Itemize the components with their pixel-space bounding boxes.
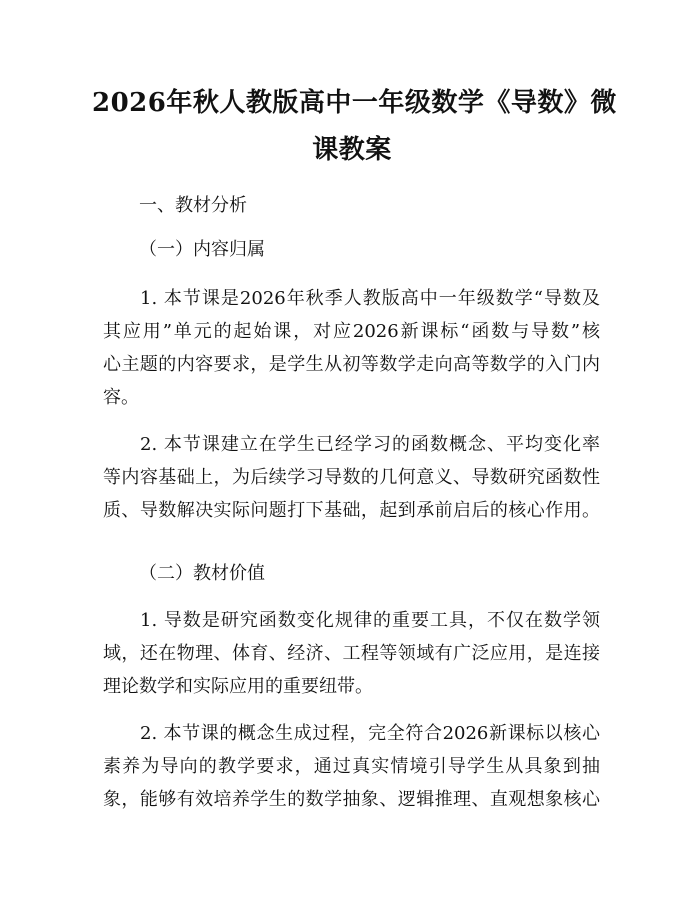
document-title-line-2: 课教案: [312, 135, 392, 165]
paragraph-line: 容。: [103, 387, 139, 408]
paragraph-line: 1. 导数是研究函数变化规律的重要工具，不仅在数学领: [140, 610, 600, 631]
paragraph-line: 心主题的内容要求，是学生从初等数学走向高等数学的入门内: [103, 354, 600, 375]
paragraph-line: 2. 本节课建立在学生已经学习的函数概念、平均变化率: [140, 434, 600, 455]
document-title-line-1: 2026年秋人教版高中一年级数学《导数》微: [92, 88, 617, 118]
paragraph-line: 象，能够有效培养学生的数学抽象、逻辑推理、直观想象核心: [103, 789, 600, 810]
paragraph-line: 其应用”单元的起始课，对应2026新课标“函数与导数”核: [103, 321, 600, 342]
section-heading-textbook-analysis: 一、教材分析: [139, 195, 247, 216]
subsection-heading-content-scope: （一）内容归属: [139, 239, 265, 260]
paragraph-line: 域，还在物理、体育、经济、工程等领域有广泛应用，是连接: [103, 643, 600, 664]
paragraph-textbook-value-2: [103, 717, 600, 816]
paragraph-line: 素养为导向的教学要求，通过真实情境引导学生从具象到抽: [103, 756, 600, 777]
paragraph-line: 等内容基础上，为后续学习导数的几何意义、导数研究函数性: [103, 467, 600, 488]
paragraph-content-scope-1: [103, 282, 600, 414]
paragraph-line: 质、导数解决实际问题打下基础，起到承前启后的核心作用。: [103, 500, 600, 521]
paragraph-content-scope-2: [103, 428, 600, 527]
paragraph-textbook-value-1: [103, 604, 600, 703]
paragraph-line: 2. 本节课的概念生成过程，完全符合2026新课标以核心: [140, 723, 600, 744]
paragraph-line: 1. 本节课是2026年秋季人教版高中一年级数学“导数及: [140, 288, 600, 309]
subsection-heading-textbook-value: （二）教材价值: [139, 563, 265, 584]
paragraph-line: 理论数学和实际应用的重要纽带。: [103, 676, 373, 697]
